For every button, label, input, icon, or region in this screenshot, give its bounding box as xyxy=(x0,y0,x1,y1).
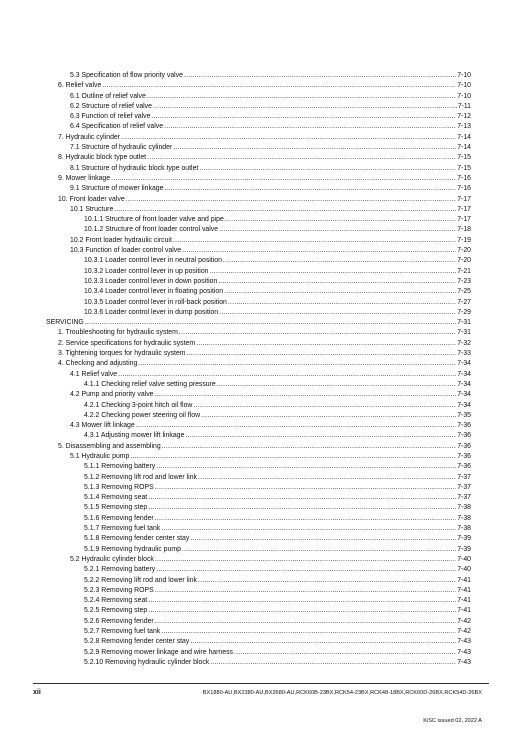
toc-entry[interactable] xyxy=(46,617,471,627)
toc-dot-leader xyxy=(173,143,456,153)
toc-dot-leader xyxy=(162,442,457,452)
toc-entry-title: 5.2.1 Removing battery xyxy=(84,566,156,574)
toc-entry-page: 7-10 xyxy=(457,72,471,79)
toc-entry-title: 2. Service specifications for hydraulic system xyxy=(58,339,196,347)
toc-dot-leader xyxy=(225,215,456,225)
toc-entry-title: 10.2 Front loader hydraulic circuit xyxy=(70,236,172,244)
toc-entry[interactable] xyxy=(46,308,471,318)
toc-entry[interactable] xyxy=(46,431,471,441)
toc-entry-page: 7-17 xyxy=(457,205,471,213)
toc-dot-leader xyxy=(148,493,456,503)
toc-entry[interactable] xyxy=(46,545,471,555)
toc-dot-leader xyxy=(198,473,456,483)
toc-dot-leader xyxy=(224,287,456,297)
toc-entry[interactable] xyxy=(46,534,471,544)
toc-dot-leader xyxy=(182,246,456,256)
toc-entry[interactable] xyxy=(46,462,471,472)
toc-entry-page: 7-40 xyxy=(457,555,471,563)
toc-dot-leader xyxy=(151,112,456,122)
toc-entry-title: 4.2 Pump and priority valve xyxy=(70,391,154,399)
toc-entry-title: 10.3 Function of loader control valve xyxy=(70,247,182,255)
toc-entry[interactable] xyxy=(46,370,471,380)
toc-dot-leader xyxy=(118,370,456,380)
toc-dot-leader xyxy=(217,380,456,390)
toc-dot-leader xyxy=(187,349,457,359)
toc-entry[interactable] xyxy=(46,92,471,102)
toc-dot-leader xyxy=(147,153,456,163)
toc-entry[interactable] xyxy=(46,195,471,205)
toc-entry-title: 5.2.5 Removing step xyxy=(84,607,148,615)
toc-entry-page: 7-43 xyxy=(457,638,471,646)
toc-entry-page: 7-41 xyxy=(457,607,471,615)
toc-entry-page: 7-41 xyxy=(457,576,471,584)
toc-dot-leader xyxy=(136,421,456,431)
toc-entry-title: 5.1.2 Removing lift rod and lower link xyxy=(84,473,197,481)
toc-entry-page: 7-14 xyxy=(457,133,471,141)
toc-dot-leader xyxy=(164,184,456,194)
toc-entry-title: 7. Hydraulic cylinder xyxy=(58,133,121,141)
toc-entry[interactable] xyxy=(46,328,471,338)
toc-entry[interactable] xyxy=(46,225,471,235)
toc-entry[interactable] xyxy=(46,349,471,359)
toc-entry-title: 5.1.7 Removing fuel tank xyxy=(84,525,161,533)
toc-entry-title: 5.2.3 Removing ROPS xyxy=(84,586,154,594)
toc-entry-page: 7-16 xyxy=(457,185,471,193)
toc-entry[interactable] xyxy=(46,401,471,411)
toc-entry[interactable] xyxy=(46,411,471,421)
toc-entry[interactable] xyxy=(46,71,471,81)
toc-dot-leader xyxy=(223,256,456,266)
toc-entry-page: 7-36 xyxy=(457,452,471,460)
toc-entry[interactable] xyxy=(46,421,471,431)
toc-entry[interactable] xyxy=(46,256,471,266)
toc-entry-page: 7-31 xyxy=(457,319,471,327)
toc-dot-leader xyxy=(121,133,456,143)
toc-entry[interactable] xyxy=(46,339,471,349)
toc-dot-leader xyxy=(218,277,456,287)
toc-dot-leader xyxy=(185,431,456,441)
toc-entry[interactable] xyxy=(46,648,471,658)
toc-entry-title: 5.2.7 Removing fuel tank xyxy=(84,628,161,636)
toc-dot-leader xyxy=(114,205,456,215)
toc-entry-title: 1. Troubleshooting for hydraulic system xyxy=(58,329,178,337)
toc-entry[interactable] xyxy=(46,164,471,174)
toc-dot-leader xyxy=(228,298,456,308)
toc-entry[interactable] xyxy=(46,205,471,215)
toc-entry-title: 10.3.5 Loader control lever in roll-back position xyxy=(84,298,227,306)
toc-entry-title: 10.3.4 Loader control lever in floating position xyxy=(84,288,224,296)
toc-entry[interactable] xyxy=(46,153,471,163)
toc-dot-leader xyxy=(161,524,456,534)
toc-entry-title: 4.2.2 Checking power steering oil flow xyxy=(84,411,201,419)
toc-entry[interactable] xyxy=(46,287,471,297)
toc-dot-leader xyxy=(219,308,456,318)
toc-entry-page: 7-17 xyxy=(457,195,471,203)
toc-entry-title: 10.1 Structure xyxy=(70,205,114,213)
toc-entry-page: 7-23 xyxy=(457,277,471,285)
toc-entry-page: 7-36 xyxy=(457,442,471,450)
toc-entry-title: 4. Checking and adjusting xyxy=(58,360,138,368)
toc-dot-leader xyxy=(147,92,456,102)
toc-dot-leader xyxy=(155,617,456,627)
toc-entry[interactable] xyxy=(46,606,471,616)
toc-entry[interactable] xyxy=(46,503,471,513)
toc-entry-title: 10.3.3 Loader control lever in down position xyxy=(84,277,218,285)
toc-dot-leader xyxy=(190,534,456,544)
toc-dot-leader xyxy=(182,545,456,555)
toc-entry-title: 8.1 Structure of hydraulic block type outlet xyxy=(70,164,199,172)
toc-entry[interactable] xyxy=(46,359,471,369)
toc-entry[interactable] xyxy=(46,184,471,194)
footer-divider xyxy=(33,683,489,684)
toc-entry-page: 7-38 xyxy=(457,525,471,533)
toc-entry[interactable] xyxy=(46,102,471,112)
toc-entry-page: 7-14 xyxy=(457,144,471,152)
toc-entry-title: 8. Hydraulic block type outlet xyxy=(58,154,147,162)
toc-entry-page: 7-36 xyxy=(457,463,471,471)
toc-entry-title: 4.3 Mower lift linkage xyxy=(70,422,135,430)
toc-entry[interactable] xyxy=(46,565,471,575)
toc-dot-leader xyxy=(111,174,456,184)
toc-entry-title: 10.3.6 Loader control lever in dump position xyxy=(84,308,219,316)
toc-entry-page: 7-20 xyxy=(457,257,471,265)
toc-entry[interactable] xyxy=(46,473,471,483)
toc-dot-leader xyxy=(130,452,456,462)
footer-page-number: xii xyxy=(33,689,41,696)
toc-entry-page: 7-37 xyxy=(457,494,471,502)
toc-dot-leader xyxy=(126,195,457,205)
toc-dot-leader xyxy=(164,122,456,132)
toc-entry[interactable] xyxy=(46,493,471,503)
toc-dot-leader xyxy=(210,658,456,668)
toc-entry-page: 7-39 xyxy=(457,545,471,553)
toc-entry-title: 7.1 Structure of hydraulic cylinder xyxy=(70,144,173,152)
toc-entry-page: 7-34 xyxy=(457,380,471,388)
toc-dot-leader xyxy=(196,339,456,349)
toc-dot-leader xyxy=(102,81,456,91)
toc-entry[interactable] xyxy=(46,236,471,246)
toc-entry-page: 7-15 xyxy=(457,154,471,162)
toc-entry-page: 7-33 xyxy=(457,350,471,358)
toc-entry-page: 7-31 xyxy=(457,329,471,337)
toc-entry-title: 10.1.1 Structure of front loader valve and pipe xyxy=(84,216,224,224)
toc-entry-page: 7-36 xyxy=(457,432,471,440)
toc-entry-page: 7-41 xyxy=(457,597,471,605)
toc-entry-title: 4.2.1 Checking 3-point hitch oil flow xyxy=(84,401,193,409)
toc-entry-title: 5.1.1 Removing battery xyxy=(84,463,156,471)
toc-entry-title: SERVICING xyxy=(46,319,84,327)
toc-entry[interactable] xyxy=(46,112,471,122)
toc-entry[interactable] xyxy=(46,555,471,565)
toc-entry-title: 5.2.2 Removing lift rod and lower link xyxy=(84,576,197,584)
toc-entry-page: 7-10 xyxy=(457,92,471,100)
toc-entry[interactable] xyxy=(46,637,471,647)
toc-entry[interactable] xyxy=(46,215,471,225)
toc-entry-page: 7-27 xyxy=(457,298,471,306)
toc-entry-page: 7-18 xyxy=(457,226,471,234)
toc-entry-page: 7-29 xyxy=(457,308,471,316)
toc-dot-leader xyxy=(155,390,457,400)
toc-entry[interactable] xyxy=(46,576,471,586)
toc-entry[interactable] xyxy=(46,586,471,596)
toc-dot-leader xyxy=(190,637,456,647)
toc-entry-page: 7-38 xyxy=(457,504,471,512)
toc-entry-title: 5.2.4 Removing seat xyxy=(84,597,148,605)
toc-entry-title: 5.2 Hydraulic cylinder block xyxy=(70,555,154,563)
toc-dot-leader xyxy=(201,411,456,421)
toc-entry-title: 5.2.6 Removing fender xyxy=(84,617,154,625)
toc-entry-title: 10.1.2 Structure of front loader control valve xyxy=(84,226,219,234)
toc-entry-title: 5.1.8 Removing fender center stay xyxy=(84,535,190,543)
toc-entry-page: 7-37 xyxy=(457,483,471,491)
toc-dot-leader xyxy=(156,565,456,575)
toc-entry-title: 4.1 Relief valve xyxy=(70,370,118,378)
toc-entry[interactable] xyxy=(46,452,471,462)
toc-entry[interactable] xyxy=(46,133,471,143)
toc-entry-title: 5.3 Specification of flow priority valve xyxy=(70,72,183,79)
toc-entry[interactable] xyxy=(46,390,471,400)
toc-entry-page: 7-12 xyxy=(457,113,471,121)
toc-entry[interactable] xyxy=(46,442,471,452)
toc-entry-title: 4.1.1 Checking relief valve setting pressure xyxy=(84,380,216,388)
toc-dot-leader xyxy=(161,627,456,637)
toc-entry-page: 7-25 xyxy=(457,288,471,296)
toc-dot-leader xyxy=(156,462,456,472)
toc-dot-leader xyxy=(148,596,456,606)
toc-entry-title: 5.2.10 Removing hydraulic cylinder block xyxy=(84,658,210,666)
toc-dot-leader xyxy=(85,318,456,328)
toc-entry-title: 6.4 Specification of relief valve xyxy=(70,123,164,131)
toc-entry-title: 5.1.9 Removing hydraulic pump xyxy=(84,545,181,553)
toc-dot-leader xyxy=(193,401,456,411)
toc-entry[interactable] xyxy=(46,380,471,390)
toc-entry-title: 6.3 Function of relief valve xyxy=(70,113,151,121)
toc-dot-leader xyxy=(155,555,456,565)
toc-dot-leader xyxy=(153,102,457,112)
toc-entry-page: 7-40 xyxy=(457,566,471,574)
toc-dot-leader xyxy=(198,576,456,586)
toc-entry[interactable] xyxy=(46,483,471,493)
table-of-contents xyxy=(46,71,471,668)
toc-entry[interactable] xyxy=(46,627,471,637)
toc-dot-leader xyxy=(155,514,456,524)
toc-entry-title: 5.1.6 Removing fender xyxy=(84,514,154,522)
toc-entry-title: 9. Mower linkage xyxy=(58,174,111,182)
toc-entry[interactable] xyxy=(46,122,471,132)
toc-entry[interactable] xyxy=(46,277,471,287)
toc-entry-page: 7-43 xyxy=(457,658,471,666)
toc-entry-title: 10. Front loader valve xyxy=(58,195,125,203)
toc-entry-page: 7-36 xyxy=(457,422,471,430)
toc-entry-page: 7-34 xyxy=(457,360,471,368)
toc-entry-title: 5.1.4 Removing seat xyxy=(84,494,148,502)
toc-entry[interactable] xyxy=(46,514,471,524)
toc-entry-page: 7-32 xyxy=(457,339,471,347)
toc-dot-leader xyxy=(179,328,456,338)
toc-entry-page: 7-38 xyxy=(457,514,471,522)
toc-entry-page: 7-13 xyxy=(457,123,471,131)
toc-entry-page: 7-35 xyxy=(457,411,471,419)
toc-entry-page: 7-39 xyxy=(457,535,471,543)
toc-entry-page: 7-10 xyxy=(457,82,471,90)
toc-entry-page: 7-43 xyxy=(457,648,471,656)
toc-entry-page: 7-17 xyxy=(457,216,471,224)
toc-entry-page: 7-34 xyxy=(457,401,471,409)
toc-entry-title: 5.1 Hydraulic pump xyxy=(70,452,130,460)
toc-entry[interactable] xyxy=(46,246,471,256)
toc-entry[interactable] xyxy=(46,318,471,328)
toc-entry-page: 7-21 xyxy=(457,267,471,275)
toc-entry-title: 5.1.5 Removing step xyxy=(84,504,148,512)
toc-entry-page: 7-42 xyxy=(457,617,471,625)
toc-entry-title: 5. Disassembling and assembling xyxy=(58,442,161,450)
toc-entry-title: 6.2 Structure of relief valve xyxy=(70,102,152,110)
toc-entry[interactable] xyxy=(46,596,471,606)
toc-entry[interactable] xyxy=(46,267,471,277)
toc-entry[interactable] xyxy=(46,81,471,91)
toc-dot-leader xyxy=(155,483,456,493)
toc-dot-leader xyxy=(210,267,457,277)
toc-entry-title: 9.1 Structure of mower linkage xyxy=(70,185,164,193)
toc-entry[interactable] xyxy=(46,174,471,184)
toc-entry-title: 5.1.3 Removing ROPS xyxy=(84,483,154,491)
toc-dot-leader xyxy=(234,648,456,658)
toc-entry-page: 7-42 xyxy=(457,628,471,636)
toc-dot-leader xyxy=(199,164,456,174)
toc-entry-title: 6. Relief valve xyxy=(58,82,102,90)
toc-entry-page: 7-37 xyxy=(457,473,471,481)
toc-dot-leader xyxy=(184,71,456,81)
toc-entry-page: 7-20 xyxy=(457,247,471,255)
toc-entry[interactable] xyxy=(46,143,471,153)
footer-issue-info: KiSC issued 02, 2022 A xyxy=(423,718,482,724)
toc-entry-title: 3. Tightening torques for hydraulic system xyxy=(58,350,186,358)
toc-dot-leader xyxy=(148,503,456,513)
toc-entry-title: 10.3.2 Loader control lever in up position xyxy=(84,267,209,275)
toc-entry-page: 7-19 xyxy=(457,236,471,244)
toc-entry-title: 4.3.1 Adjusting mower lift linkage xyxy=(84,432,185,440)
toc-entry-page: 7-34 xyxy=(457,391,471,399)
toc-dot-leader xyxy=(138,359,456,369)
toc-entry-page: 7-34 xyxy=(457,370,471,378)
toc-dot-leader xyxy=(155,586,456,596)
toc-entry[interactable] xyxy=(46,298,471,308)
toc-entry-page: 7-11 xyxy=(457,102,471,110)
toc-entry-page: 7-41 xyxy=(457,586,471,594)
toc-entry-title: 5.2.9 Removing mower linkage and wire harness xyxy=(84,648,233,656)
toc-entry-page: 7-15 xyxy=(457,164,471,172)
toc-entry-title: 10.3.1 Loader control lever in neutral position xyxy=(84,257,222,265)
toc-dot-leader xyxy=(219,225,456,235)
footer-model-list: BX1880-AU,BX2380-AU,BX2680-AU,RCK60B-23BX,RCK54-23BX,RCK48-18BX,RCK60D-26BX,RCK54D-26BX xyxy=(202,690,482,696)
toc-entry-title: 5.2.8 Removing fender center stay xyxy=(84,638,190,646)
toc-entry[interactable] xyxy=(46,524,471,534)
toc-dot-leader xyxy=(148,606,456,616)
toc-entry-title: 6.1 Outline of relief valve xyxy=(70,92,146,100)
toc-entry[interactable] xyxy=(46,658,471,668)
toc-entry-page: 7-16 xyxy=(457,174,471,182)
toc-dot-leader xyxy=(173,236,456,246)
